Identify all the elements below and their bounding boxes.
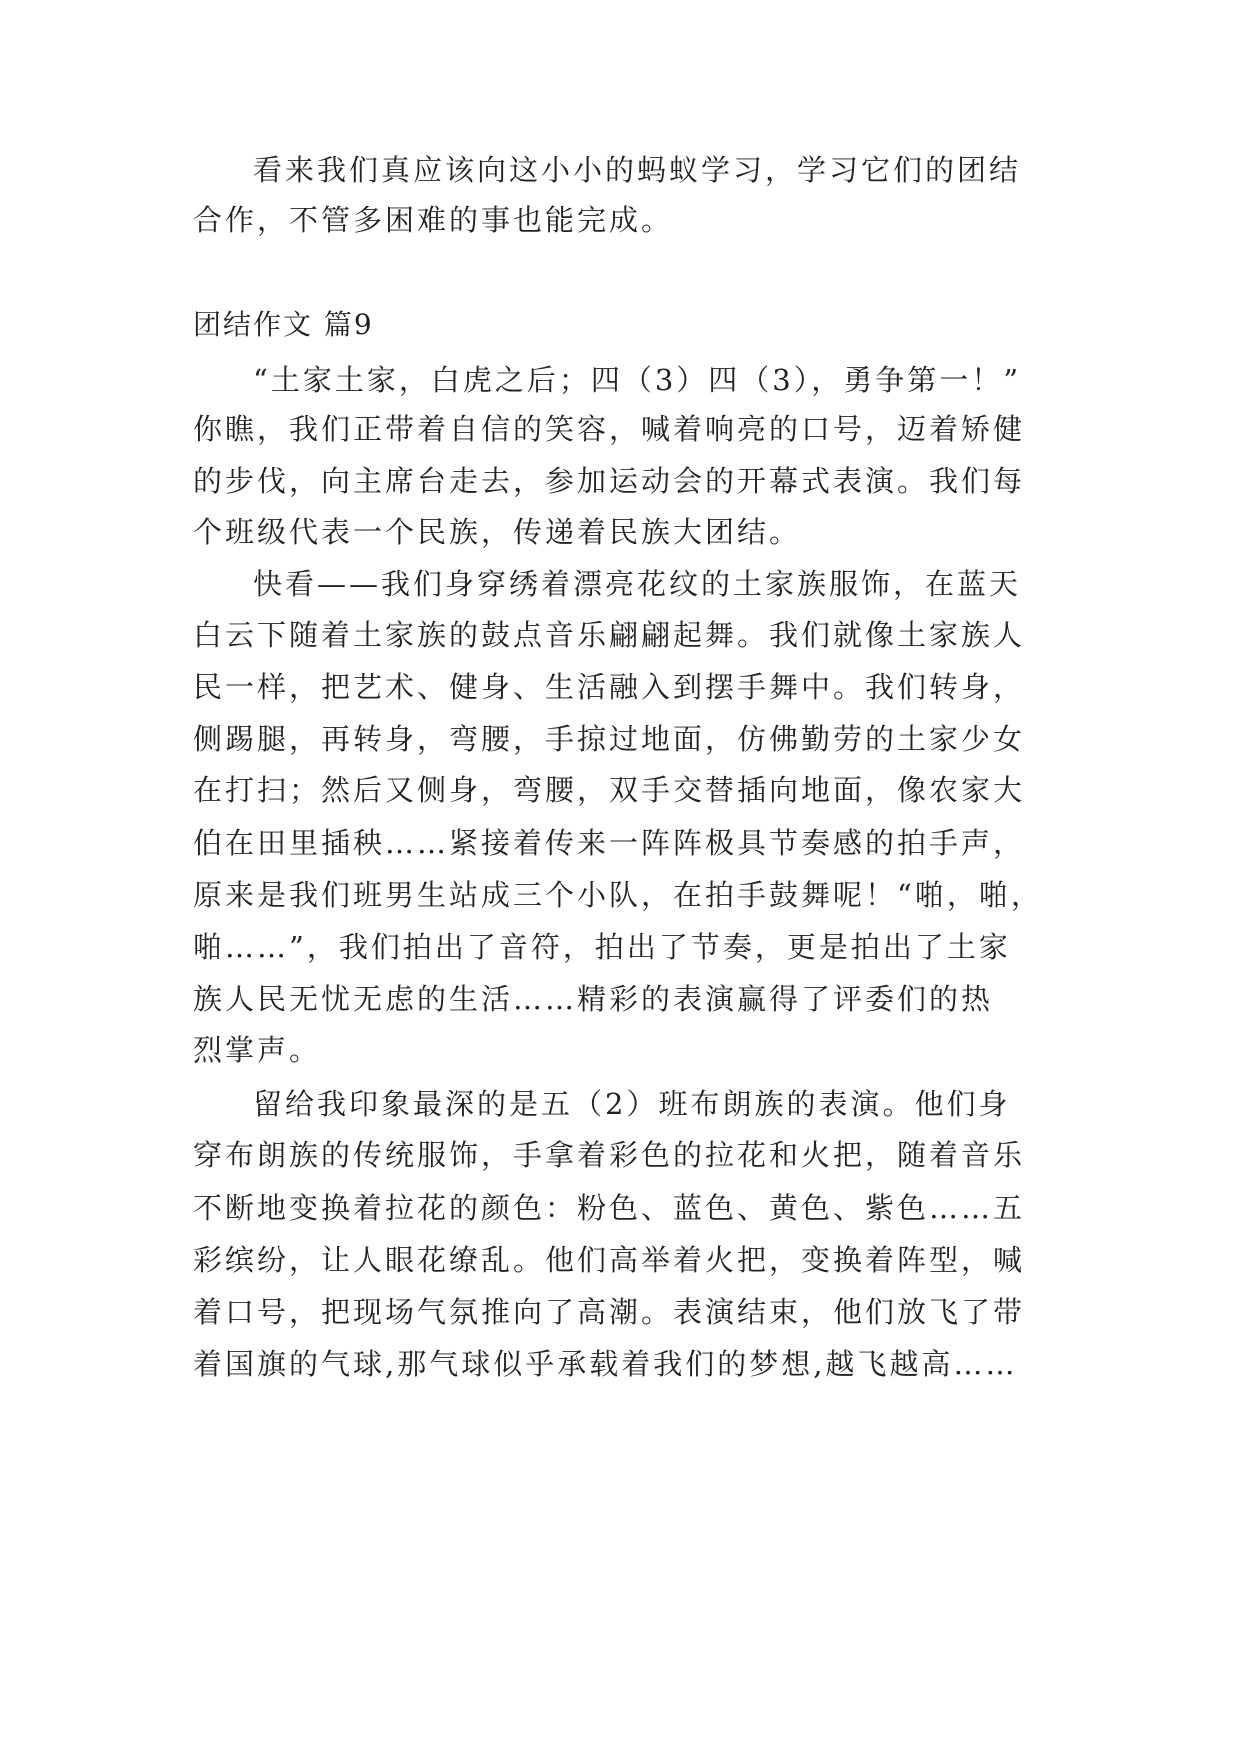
paragraph-line: 伯在田里插秧……紧接着传来一阵阵极具节奏感的拍手声， (193, 826, 1026, 860)
paragraph-line: “土家土家，白虎之后；四（3）四（3），勇争第一！” (253, 363, 1022, 397)
paragraph-line: 啪……”，我们拍出了音符，拍出了节奏，更是拍出了土家 (193, 930, 1011, 964)
paragraph-line: 原来是我们班男生站成三个小队，在拍手鼓舞呢！“啪，啪， (193, 878, 1043, 912)
paragraph-line: 个班级代表一个民族，传递着民族大团结。 (193, 515, 802, 549)
paragraph-line: 着国旗的气球,那气球似乎承载着我们的梦想,越飞越高…… (193, 1347, 1018, 1381)
paragraph-line: 侧踢腿，再转身，弯腰，手掠过地面，仿佛勤劳的土家少女 (193, 722, 1026, 756)
paragraph-line: 彩缤纷，让人眼花缭乱。他们高举着火把，变换着阵型，喊 (193, 1243, 1026, 1277)
paragraph-line: 民一样，把艺术、健身、生活融入到摆手舞中。我们转身， (193, 670, 1026, 704)
paragraph-line: 族人民无忧无虑的生活……精彩的表演赢得了评委们的热 (193, 982, 994, 1016)
paragraph-line: 快看——我们身穿绣着漂亮花纹的土家族服饰，在蓝天 (253, 567, 1022, 601)
section-heading: 团结作文 篇9 (193, 308, 374, 341)
paragraph-line: 合作，不管多困难的事也能完成。 (193, 203, 674, 237)
paragraph-line: 穿布朗族的传统服饰，手拿着彩色的拉花和火把，随着音乐 (193, 1138, 1026, 1172)
paragraph-line: 在打扫；然后又侧身，弯腰，双手交替插向地面，像农家大 (193, 773, 1026, 807)
paragraph-line: 看来我们真应该向这小小的蚂蚁学习，学习它们的团结 (253, 153, 1022, 187)
paragraph-line: 着口号，把现场气氛推向了高潮。表演结束，他们放飞了带 (193, 1295, 1026, 1329)
paragraph-line: 烈掌声。 (193, 1033, 322, 1067)
paragraph-line: 白云下随着土家族的鼓点音乐翩翩起舞。我们就像土家族人 (193, 618, 1026, 652)
paragraph-line: 你瞧，我们正带着自信的笑容，喊着响亮的口号，迈着矫健 (193, 412, 1026, 446)
paragraph-line: 的步伐，向主席台走去，参加运动会的开幕式表演。我们每 (193, 464, 1026, 498)
paragraph-line: 不断地变换着拉花的颜色：粉色、蓝色、黄色、紫色……五 (193, 1191, 1026, 1225)
paragraph-line: 留给我印象最深的是五（2）班布朗族的表演。他们身 (253, 1087, 1011, 1121)
